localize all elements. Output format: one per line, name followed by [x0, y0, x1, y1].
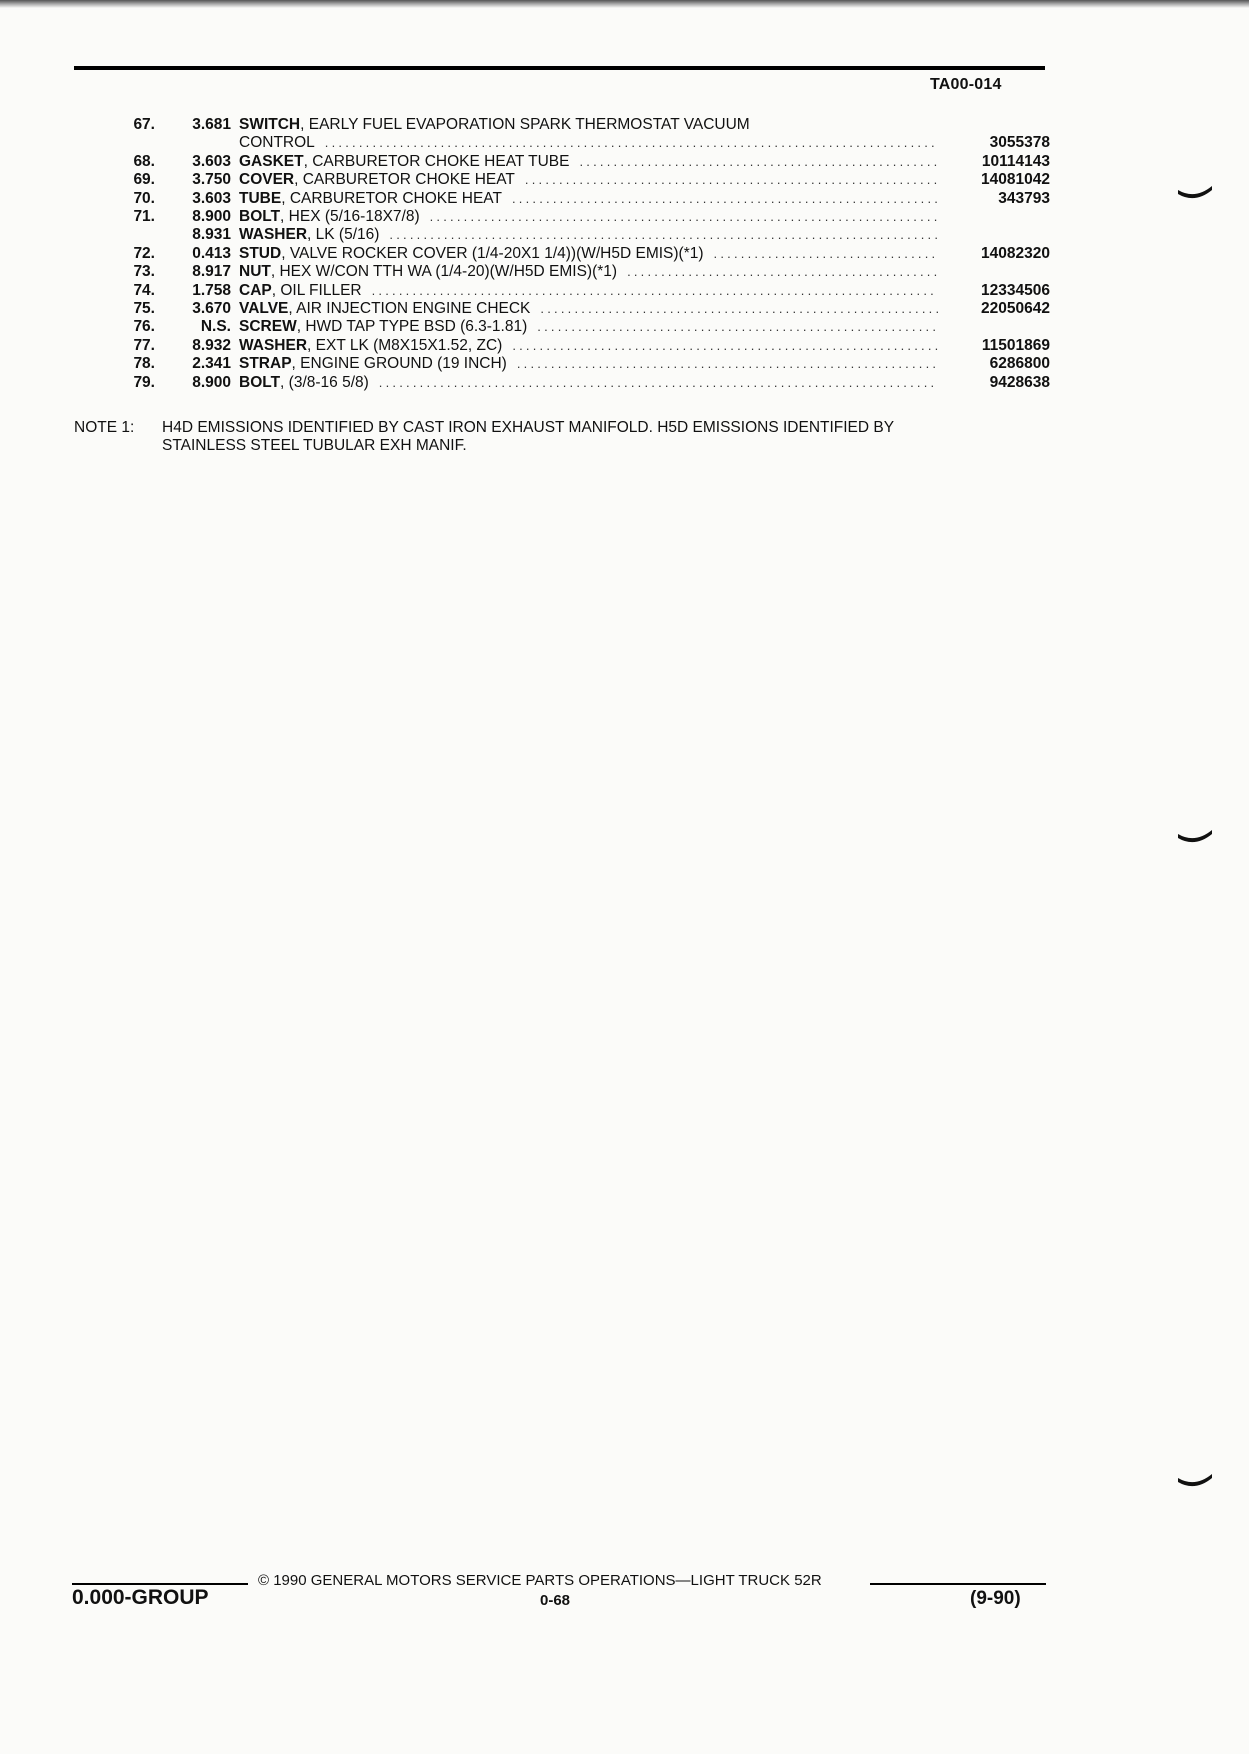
scan-edge-shadow: [0, 0, 1249, 8]
binder-mark: [1178, 186, 1212, 200]
parts-row: [70, 226, 1050, 244]
part-description: [231, 282, 944, 300]
part-number: 11501869: [981, 336, 1050, 354]
dot-leader: [512, 337, 938, 355]
catalog-number: 3.603: [192, 152, 231, 170]
part-description: [231, 153, 944, 171]
part-description: [231, 318, 944, 336]
part-name: WASHER: [239, 336, 308, 354]
part-description: [231, 171, 944, 189]
catalog-number: 1.758: [192, 281, 231, 299]
part-name: SWITCH: [239, 116, 301, 133]
item-number: 70.: [133, 189, 155, 207]
part-number: 14082320: [981, 244, 1050, 262]
part-detail: , (3/8-16 5/8): [280, 373, 369, 391]
part-description: [231, 337, 944, 355]
group-code: 0.000-GROUP: [72, 1586, 209, 1609]
part-description: [231, 116, 944, 134]
dot-leader: [540, 300, 938, 318]
catalog-number: 8.900: [192, 373, 231, 391]
part-name: VALVE: [239, 300, 289, 318]
catalog-number: 3.670: [192, 300, 231, 318]
part-number: 22050642: [981, 300, 1050, 318]
dot-leader: [325, 134, 938, 152]
part-name: COVER: [239, 171, 295, 189]
part-number: 14081042: [981, 171, 1050, 189]
dot-leader: [389, 226, 938, 244]
dot-leader: [714, 245, 938, 263]
part-number: 343793: [998, 189, 1050, 207]
part-detail: , VALVE ROCKER COVER (1/4-20X1 1/4))(W/H5D EMIS)(*1): [281, 244, 704, 262]
catalog-number: 8.917: [192, 263, 231, 281]
parts-row: [70, 171, 1050, 189]
part-name: TUBE: [239, 189, 282, 207]
part-detail: , CARBURETOR CHOKE HEAT: [294, 171, 515, 189]
part-detail: , HWD TAP TYPE BSD (6.3-1.81): [296, 318, 528, 336]
part-name: SCREW: [239, 318, 297, 336]
part-name: NUT: [239, 263, 271, 281]
part-name: CAP: [239, 281, 272, 299]
part-detail: , AIR INJECTION ENGINE CHECK: [288, 300, 531, 318]
parts-row: [70, 134, 1050, 152]
parts-row: [70, 263, 1050, 281]
dot-leader: [379, 374, 938, 392]
parts-row: [70, 208, 1050, 226]
parts-row: [70, 374, 1050, 392]
part-detail: , EXT LK (M8X15X1.52, ZC): [307, 336, 503, 354]
item-number: 75.: [133, 300, 155, 318]
part-description: [231, 374, 944, 392]
item-number: 73.: [133, 263, 155, 281]
item-number: 71.: [133, 208, 155, 226]
item-number: 68.: [133, 152, 155, 170]
figure-code: TA00-014: [930, 76, 1002, 93]
parts-list: [70, 116, 1050, 392]
parts-row: [70, 116, 1050, 134]
part-description: [231, 134, 944, 152]
catalog-number: 0.413: [192, 244, 231, 262]
part-description: [231, 190, 944, 208]
item-number: 74.: [133, 281, 155, 299]
item-number: 76.: [133, 318, 155, 336]
catalog-number: 8.931: [192, 226, 231, 244]
catalog-number: 3.681: [192, 116, 231, 133]
part-detail: CONTROL: [239, 134, 315, 152]
part-description: [231, 226, 944, 244]
part-name: BOLT: [239, 208, 281, 226]
parts-row: [70, 300, 1050, 318]
catalog-number: 3.750: [192, 171, 231, 189]
part-detail: , EARLY FUEL EVAPORATION SPARK THERMOSTAT VACUUM: [300, 116, 750, 133]
page-number: 0-68: [540, 1592, 571, 1609]
footer-rule-right: [870, 1583, 1046, 1585]
part-detail: , CARBURETOR CHOKE HEAT: [281, 189, 502, 207]
dot-leader: [512, 190, 938, 208]
part-detail: , CARBURETOR CHOKE HEAT TUBE: [303, 152, 570, 170]
part-description: [231, 208, 944, 226]
part-detail: , HEX W/CON TTH WA (1/4-20)(W/H5D EMIS)(*1): [270, 263, 618, 281]
part-name: BOLT: [239, 373, 281, 391]
part-number: 9428638: [989, 373, 1050, 391]
parts-row: [70, 355, 1050, 373]
binder-mark: [1178, 830, 1212, 844]
note-line-2: STAINLESS STEEL TUBULAR EXH MANIF.: [162, 437, 467, 455]
item-number: 72.: [133, 244, 155, 262]
part-detail: , LK (5/16): [307, 226, 380, 244]
part-description: [231, 300, 944, 318]
item-number: 67.: [133, 116, 155, 133]
parts-row: [70, 337, 1050, 355]
note-1: [74, 419, 1054, 456]
item-number: 69.: [133, 171, 155, 189]
item-number: 77.: [133, 336, 155, 354]
dot-leader: [627, 263, 938, 281]
part-name: WASHER: [239, 226, 308, 244]
part-description: [231, 245, 944, 263]
dot-leader: [372, 282, 938, 300]
footer-rule-left: [72, 1583, 248, 1585]
part-detail: , ENGINE GROUND (19 INCH): [291, 355, 507, 373]
catalog-number: 8.900: [192, 208, 231, 226]
part-number: 12334506: [981, 281, 1050, 299]
parts-row: [70, 153, 1050, 171]
parts-row: [70, 282, 1050, 300]
part-detail: , HEX (5/16-18X7/8): [280, 208, 420, 226]
binder-mark: [1178, 1474, 1212, 1488]
part-name: STRAP: [239, 355, 292, 373]
part-detail: , OIL FILLER: [271, 281, 362, 299]
catalog-number: 3.603: [192, 189, 231, 207]
parts-row: [70, 245, 1050, 263]
dot-leader: [537, 318, 938, 336]
part-name: GASKET: [239, 152, 304, 170]
dot-leader: [430, 208, 938, 226]
copyright-text: © 1990 GENERAL MOTORS SERVICE PARTS OPERATIONS—LIGHT TRUCK 52R: [258, 1572, 822, 1589]
dot-leader: [517, 355, 938, 373]
part-name: STUD: [239, 244, 282, 262]
catalog-number: N.S.: [200, 318, 231, 336]
part-description: [231, 263, 944, 281]
item-number: 79.: [133, 373, 155, 391]
dot-leader: [525, 171, 938, 189]
parts-row: [70, 190, 1050, 208]
part-number: 3055378: [989, 134, 1050, 152]
dot-leader: [579, 153, 938, 171]
catalog-number: 8.932: [192, 336, 231, 354]
catalog-number: 2.341: [192, 355, 231, 373]
note-label: NOTE 1:: [74, 419, 135, 436]
note-line-1: H4D EMISSIONS IDENTIFIED BY CAST IRON EXHAUST MANIFOLD. H5D EMISSIONS IDENTIFIED BY: [162, 419, 895, 436]
part-description: [231, 355, 944, 373]
part-number: 10114143: [981, 152, 1050, 170]
revision-date: (9-90): [970, 1588, 1021, 1609]
item-number: 78.: [133, 355, 155, 373]
header-rule: [74, 66, 1045, 70]
part-number: 6286800: [989, 355, 1050, 373]
parts-row: [70, 318, 1050, 336]
